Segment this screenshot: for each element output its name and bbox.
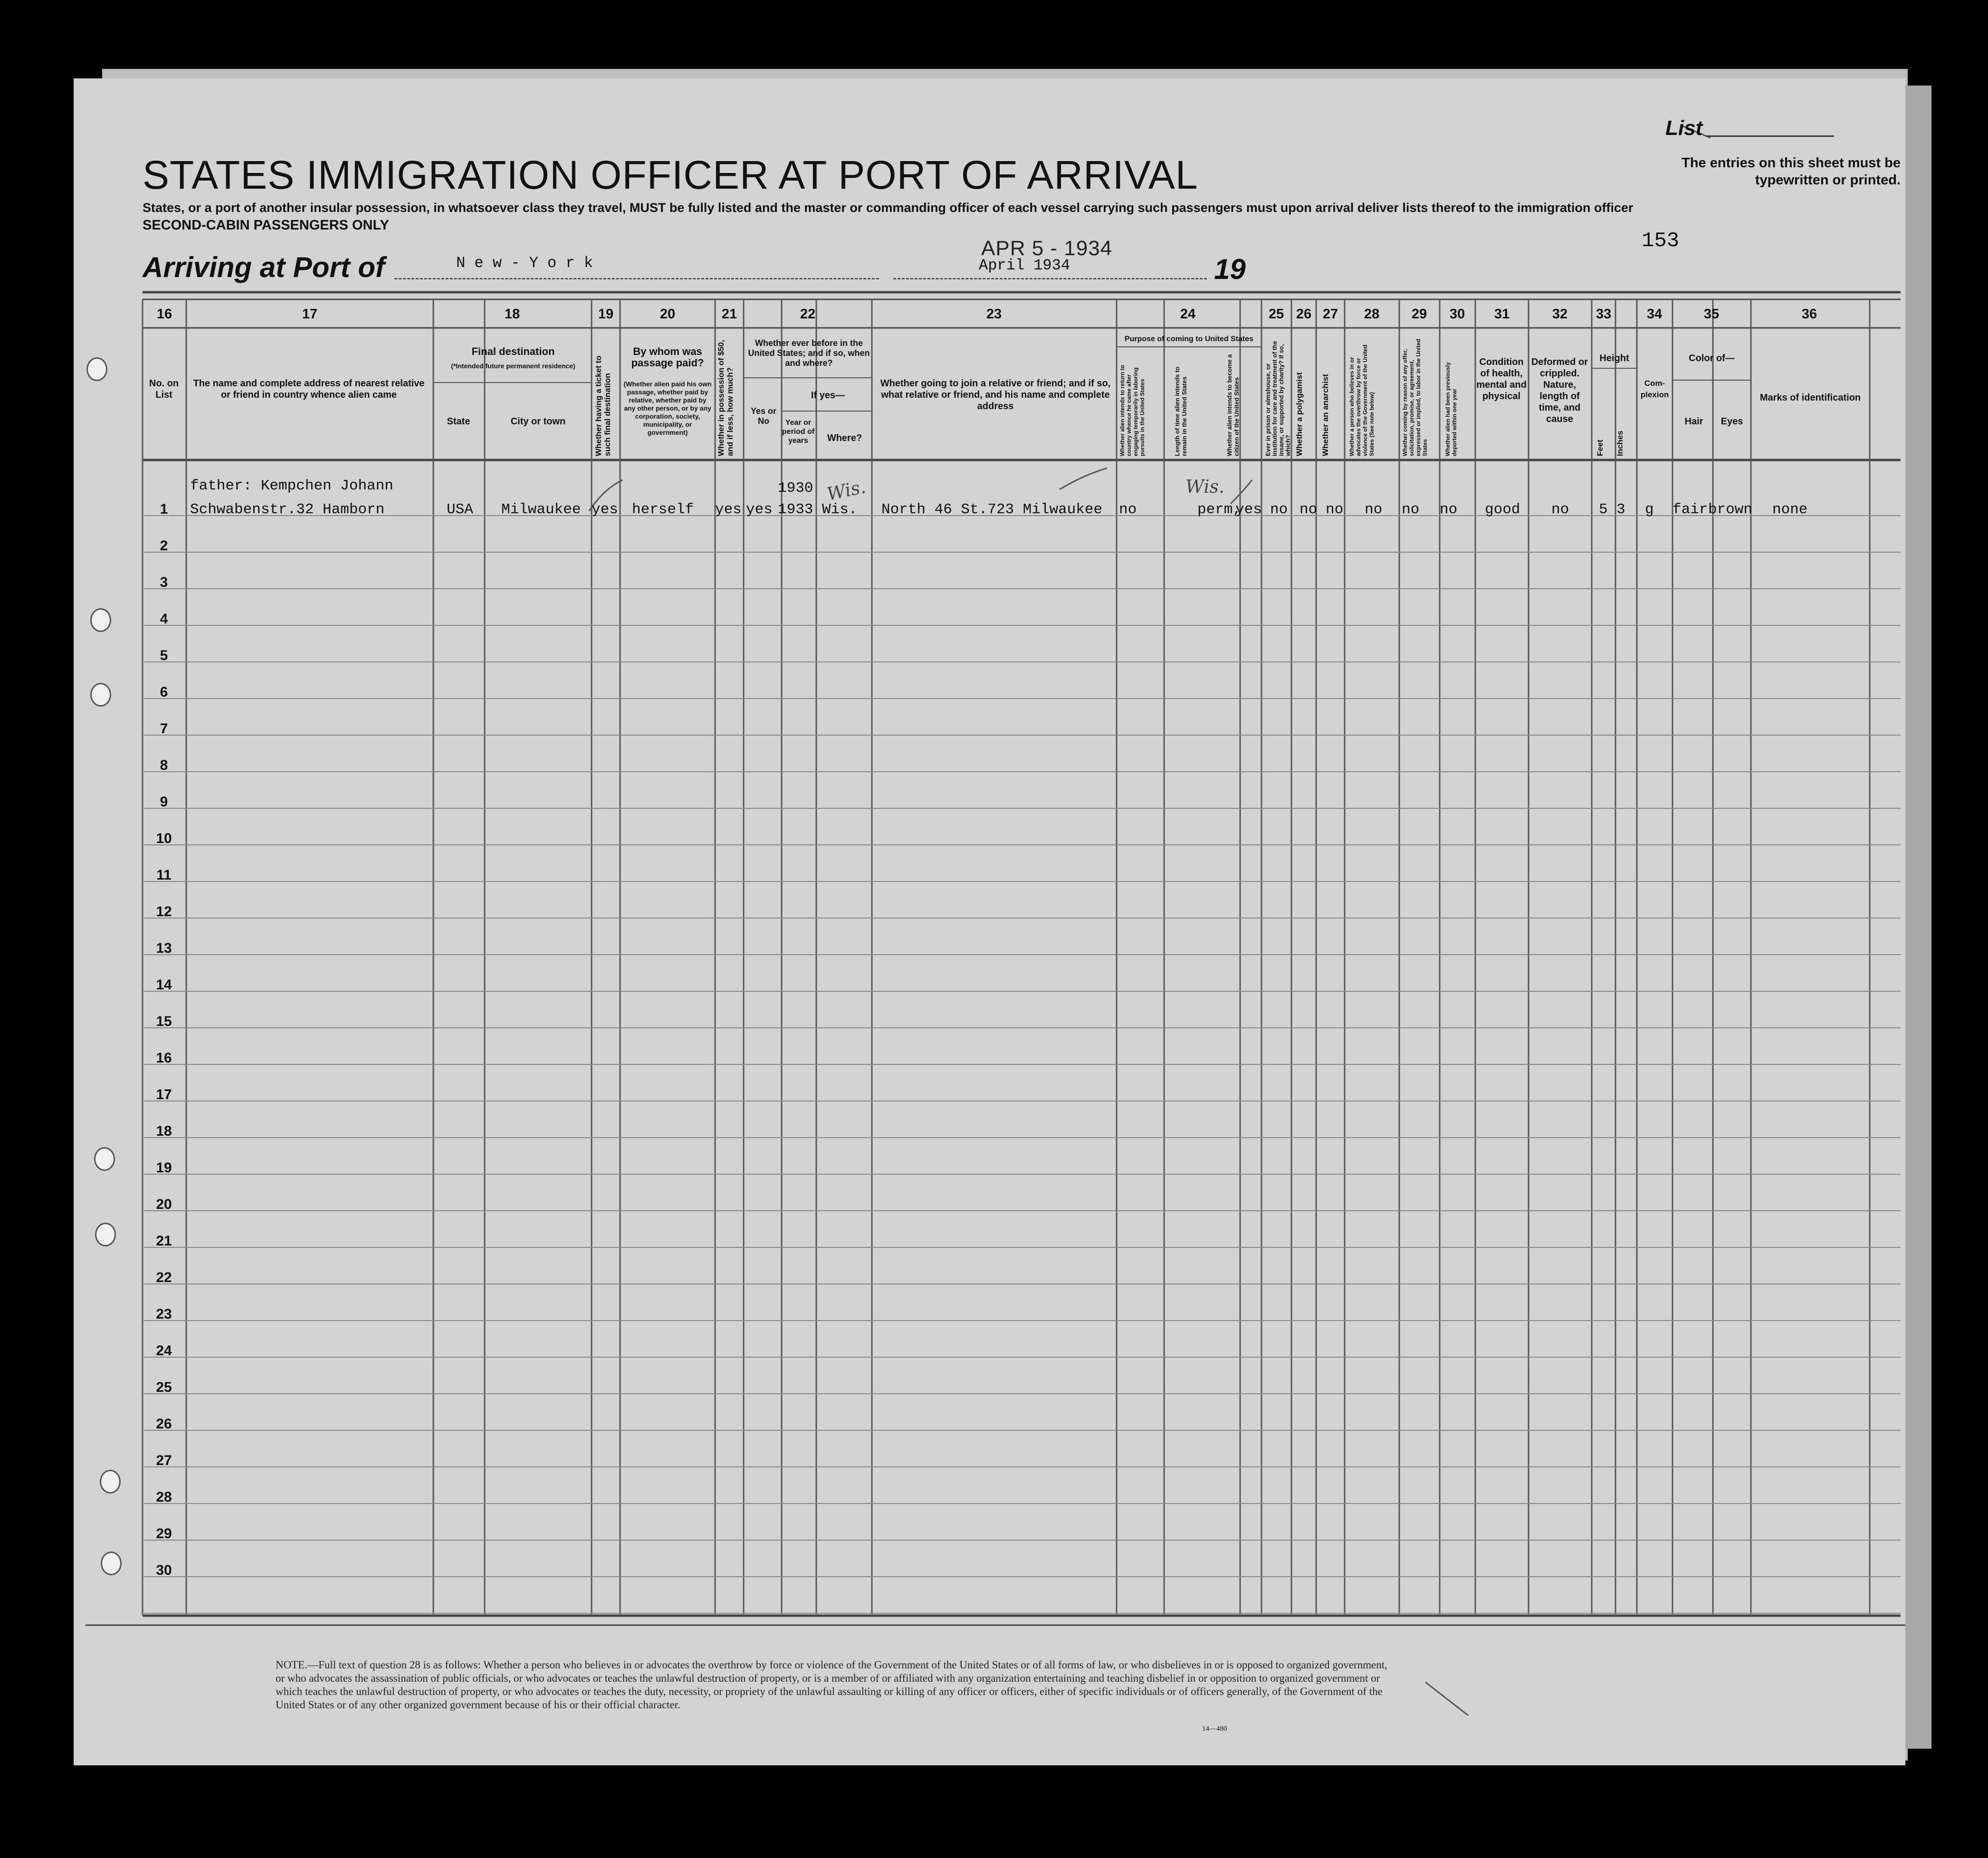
entry-c27: no: [1326, 501, 1344, 518]
entry-state: USA: [447, 501, 473, 518]
row-number: 30: [156, 1562, 172, 1578]
row-number: 25: [156, 1379, 172, 1395]
entry-citizen: yes: [1235, 501, 1262, 518]
year-prefix: 19: [1214, 253, 1246, 285]
pencil-annotation-purpose: Wis.: [1185, 476, 1225, 497]
column-number: 23: [986, 306, 1002, 322]
port-name: N e w - Y o r k: [456, 254, 593, 272]
punch-hole: [101, 1552, 122, 1575]
row-number: 17: [156, 1087, 172, 1102]
row-number: 13: [156, 940, 172, 956]
row-number: 28: [156, 1489, 172, 1505]
port-fill-line: [394, 278, 879, 279]
header-purpose-length: Length of time alien intends to remain in the United States: [1174, 366, 1188, 456]
punch-hole: [90, 608, 111, 632]
list-label: List: [1665, 116, 1703, 140]
entry-complexion: g: [1645, 501, 1654, 518]
column-number: 28: [1364, 306, 1380, 322]
column-number: 29: [1411, 306, 1427, 322]
row-number: 7: [160, 721, 168, 737]
sheet-number: 153: [1642, 229, 1680, 253]
entry-marks: none: [1772, 501, 1808, 518]
entry-return: no: [1119, 501, 1137, 518]
entry-c29: no: [1402, 501, 1420, 518]
date-fill-line: [893, 278, 1207, 279]
row-number: 18: [156, 1123, 172, 1139]
row-number: 5: [160, 648, 168, 663]
row-number: 19: [156, 1160, 172, 1176]
row-number: 9: [160, 794, 168, 810]
class-line: SECOND-CABIN PASSENGERS ONLY: [143, 218, 389, 233]
header-passage-paid-note: (Whether alien paid his own passage, whether paid by relative, whether paid by any other person, or by any corporation, society, municipality, or government): [623, 380, 712, 436]
column-number: 34: [1646, 306, 1663, 322]
row-number: 20: [156, 1197, 172, 1212]
list-number-line: [1706, 135, 1834, 137]
entry-passage: herself: [632, 501, 694, 518]
arrival-date: April 1934: [979, 257, 1070, 274]
entry-relative-line2: Schwabenstr.32 Hamborn: [190, 501, 385, 518]
entry-ticket: yes: [592, 501, 618, 518]
header-purpose-citizen: Whether alien intends to become a citizen of the United States: [1226, 354, 1240, 456]
entry-year1: 1930: [778, 480, 813, 497]
column-number: 26: [1296, 306, 1312, 322]
entry-length: perm,: [1197, 501, 1242, 518]
row-number: 21: [156, 1233, 172, 1249]
header-possession-50: Whether in possession of $50, and if less, how much?: [717, 340, 735, 456]
row-number: 24: [156, 1343, 172, 1359]
header-where: Where?: [827, 433, 862, 443]
header-hair: Hair: [1684, 416, 1703, 427]
header-yes-or-no: Yes or No: [750, 406, 777, 426]
row-number: 8: [160, 757, 168, 773]
header-state: State: [447, 416, 470, 427]
punch-hole: [90, 683, 111, 707]
row-number: 23: [156, 1306, 172, 1322]
entry-health: good: [1485, 501, 1520, 518]
header-city: City or town: [510, 416, 566, 427]
header-prison: Ever in prison or almshouse, or institution for care and treatment of the insane, or supported by charity? If so, which?: [1264, 341, 1291, 456]
punch-hole: [95, 1223, 116, 1246]
entry-city: Milwaukee: [501, 501, 581, 518]
entry-feet: 5: [1599, 501, 1608, 518]
header-final-destination: Final destination: [471, 345, 555, 357]
entry-c26: no: [1300, 501, 1318, 518]
subtitle: States, or a port of another insular possession, in whatsoever class they travel, MUST be fully listed and the master or commanding officer of each vessel carrying such passengers must upon arrival deliver lists thereof to the immigration officer: [143, 201, 1634, 215]
row-number: 16: [156, 1050, 172, 1066]
column-number: 25: [1268, 306, 1284, 322]
entry-where: Wis.: [822, 501, 858, 518]
header-feet: Feet: [1596, 440, 1605, 456]
question-28-note: NOTE.—Full text of question 28 is as follows: Whether a person who believes in or advocates the overthrow by force or violence of the Government of the United States or of all forms of law, or who disbelieves in or is opposed to organized government, or who advocates the assassination of public officials, or who advocates or teaches the unlawful destruction of property, or is a member of or affiliated with any organization entertaining and teaching disbelief in or opposition to organized government or which teaches the unlawful destruction of property, or who advocates or teaches the duty, necessity, or propriety of the unlawful assaulting or killing of any officer or officers, either of specific individuals or of officers generally, of the Government of the United States or of any other organized government because of his or their official character.: [276, 1659, 1387, 1711]
header-complexion: Com-plexion: [1640, 379, 1669, 399]
entry-ever-before: yes: [746, 501, 773, 518]
header-no-on-list: No. on List: [149, 378, 179, 400]
entry-relative-line1: father: Kempchen Johann: [190, 478, 393, 494]
row-number: 26: [156, 1416, 172, 1432]
entry-join: North 46 St.723 Milwaukee: [881, 501, 1103, 518]
column-number: 33: [1596, 306, 1612, 322]
header-anarchist: Whether an anarchist: [1321, 374, 1330, 456]
header-eyes: Eyes: [1720, 416, 1743, 427]
header-if-yes: If yes—: [811, 390, 845, 401]
column-number: 19: [598, 306, 614, 322]
header-color-of: Color of—: [1689, 353, 1735, 364]
column-number: 31: [1494, 306, 1510, 322]
row-number: 22: [156, 1270, 172, 1285]
header-purpose-return: Whether alien intends to return to country whence he came after engaging temporarily in laboring pursuits in the United States: [1119, 364, 1146, 456]
entry-year2: 1933: [778, 501, 813, 518]
column-number: 21: [721, 306, 737, 322]
entry-c28: no: [1365, 501, 1383, 518]
form-number: 14—480: [1202, 1725, 1227, 1733]
pencil-annotation-where: Wis.: [825, 476, 868, 505]
header-purpose: Purpose of coming to United States: [1124, 335, 1254, 343]
header-nearest-relative: The name and complete address of nearest relative or friend in country whence alien came: [193, 378, 425, 400]
row-number: 2: [160, 538, 168, 554]
header-q29: Whether coming by reason of any offer, solicitation, promise, or agreement, expressed or implied, to labor in the United States: [1402, 339, 1428, 456]
header-ever-before: Whether ever before in the United States; and if so, when and where?: [748, 338, 870, 368]
column-number: 17: [302, 306, 318, 322]
punch-hole: [100, 1470, 121, 1494]
row-number: 10: [156, 831, 172, 846]
column-number: 36: [1801, 306, 1817, 322]
row-number: 6: [160, 684, 168, 700]
column-number: 20: [659, 306, 676, 322]
entry-hair: fair: [1673, 501, 1708, 518]
header-polygamist: Whether a polygamist: [1295, 372, 1304, 456]
column-number: 30: [1449, 306, 1465, 322]
header-year-period: Year or period of years: [782, 419, 815, 445]
arriving-label: Arriving at Port of: [143, 251, 385, 283]
entry-possession: yes: [715, 501, 742, 518]
header-marks: Marks of identification: [1759, 393, 1861, 403]
entry-deformed: no: [1551, 501, 1569, 518]
column-number: 16: [156, 306, 172, 322]
entry-inches: 3: [1616, 501, 1625, 518]
row-number: 15: [156, 1014, 172, 1029]
entry-eyes: brown: [1708, 501, 1753, 518]
column-number: 24: [1180, 306, 1196, 322]
entry-c30: no: [1440, 501, 1458, 518]
row-number: 14: [156, 977, 172, 993]
row-number: 4: [160, 611, 168, 627]
header-q28: Whether a person who believes in or advocates the overthrow by force or violence of the Government of the United States (See note below): [1348, 345, 1375, 456]
row-number: 29: [156, 1526, 172, 1542]
header-passage-paid: By whom was passage paid?: [631, 345, 704, 369]
row-number: 3: [160, 575, 168, 590]
header-ticket: Whether having a ticket to such final destination: [594, 355, 612, 456]
header-inches: Inches: [1615, 431, 1625, 456]
row-number: 11: [156, 867, 172, 883]
row-number: 27: [156, 1453, 172, 1468]
entry-c25: no: [1270, 501, 1288, 518]
typewritten-instructions: The entries on this sheet must be typewritten or printed.: [1682, 155, 1901, 188]
column-number: 35: [1703, 306, 1720, 322]
row-number: 12: [156, 904, 172, 919]
column-number: 22: [800, 306, 816, 322]
header-health: Condition of health, mental and physical: [1476, 357, 1527, 402]
header-deformed: Deformed or crippled. Nature, length of time, and cause: [1531, 357, 1588, 424]
page-title: STATES IMMIGRATION OFFICER AT PORT OF ARRIVAL: [143, 153, 1198, 197]
date-stamp: APR 5 - 1934: [981, 237, 1113, 260]
column-number: 32: [1552, 306, 1568, 322]
column-number: 27: [1322, 306, 1338, 322]
header-final-destination-note: (*Intended future permanent residence): [451, 362, 575, 370]
punch-hole: [86, 357, 107, 381]
punch-hole: [94, 1147, 115, 1171]
header-join-relative: Whether going to join a relative or friend; and if so, what relative or friend, and his name and complete address: [880, 378, 1111, 412]
column-number: 18: [504, 306, 520, 322]
header-q30: Whether alien had been previously deported within one year: [1444, 362, 1458, 456]
header-height: Height: [1599, 353, 1629, 364]
row-number: 1: [160, 501, 168, 517]
